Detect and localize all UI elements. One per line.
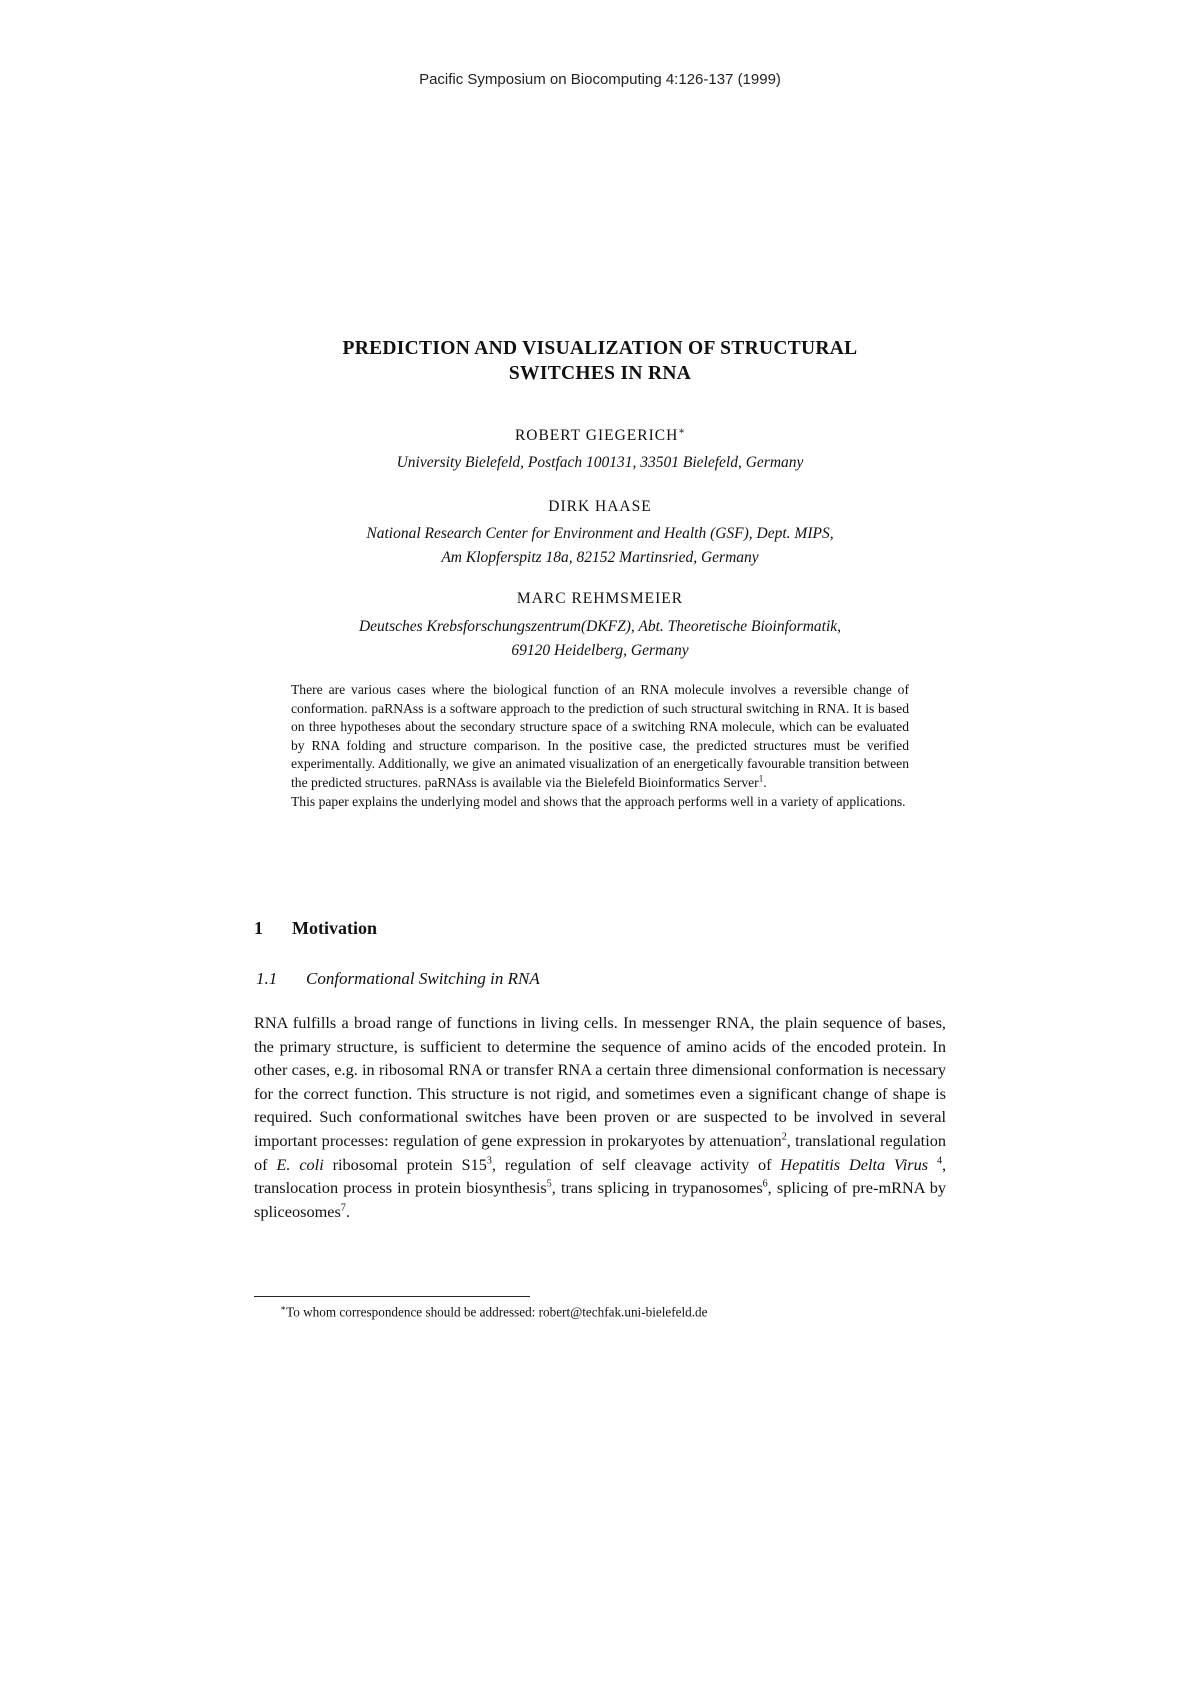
- subsection-number: 1.1: [256, 969, 278, 988]
- citation: 5: [546, 1178, 552, 1190]
- footnote-text: To whom correspondence should be addressed: robert@techfak.uni-bielefeld.de: [286, 1304, 708, 1320]
- citation: 2: [781, 1131, 787, 1143]
- subsection-title: Conformational Switching in RNA: [306, 969, 540, 988]
- author-name: ROBERT GIEGERICH∗: [514, 426, 686, 445]
- author-name: MARC REHMSMEIER: [516, 590, 684, 607]
- paper-title: [250, 336, 950, 386]
- author-affiliation: University Bielefeld, Postfach 100131, 33501 Bielefeld, Germany: [396, 454, 804, 471]
- author-affiliation: National Research Center for Environment and Health (GSF), Dept. MIPS, Am Klopferspitz 18a, 82152 Martinsried, Germany: [366, 525, 834, 566]
- abstract-paragraph: There are various cases where the biological function of an RNA molecule involves a reversible change of conformation. paRNAss is a software approach to the prediction of such structural switching in RNA. It is based on three hypotheses about the secondary structure space of a switching RNA molecule, which can be evaluated by RNA folding and structure comparison. In the positive case, the predicted structures must be verified experimentally. Additionally, we give an animated visualization of an energetically favourable transition between the predicted structures. paRNAss is available via the Bielefeld Bioinformatics Server$^1$.: [291, 682, 909, 790]
- section-title: Motivation: [292, 918, 377, 938]
- citation: 7: [340, 1202, 346, 1214]
- citation: 6: [762, 1178, 768, 1190]
- title-line-1: PREDICTION AND VISUALIZATION OF STRUCTURAL: [342, 338, 858, 359]
- abstract-paragraph: This paper explains the underlying model and shows that the approach performs well in a variety of applications.: [291, 793, 906, 809]
- abstract: [291, 681, 909, 811]
- body-paragraph: RNA fulfills a broad range of functions in living cells. In messenger RNA, the plain sequence of bases, the primary structure, is sufficient to determine the sequence of amino acids of the encoded protein. In other cases, e.g. in ribosomal RNA or transfer RNA a certain three dimensional conformation is necessary for the correct function. This structure is not rigid, and sometimes even a significant change of shape is required. Such conformational switches have been proven or are suspected to be involved in several important processes: regulation of gene expression in prokaryotes by attenuation$^2$, translational regulation of E. coli ribosomal protein $S15^3$, regulation of self cleavage activity of Hepatitis Delta Virus $^4$, translocation process in protein biosynthesis$^5$, trans splicing in trypanosomes$^6$, splicing of pre-mRNA by spliceosomes$^7$.: [254, 1013, 947, 1221]
- author-name: DIRK HAASE: [548, 498, 652, 515]
- running-header: Pacific Symposium on Biocomputing 4:126-137 (1999): [419, 71, 781, 88]
- author-footnote-mark: ∗: [678, 426, 686, 437]
- title-line-2: SWITCHES IN RNA: [508, 363, 692, 384]
- footnote-divider: [254, 1296, 530, 1297]
- subsection-heading: [256, 969, 540, 989]
- virus-name: Hepatitis Delta Virus: [780, 1154, 929, 1174]
- footnote-ref: 1: [758, 773, 764, 784]
- organism-name: E. coli: [276, 1154, 324, 1174]
- section-number: 1: [254, 918, 263, 938]
- footnote: [280, 1303, 707, 1320]
- section-heading: [254, 918, 377, 939]
- author-affiliation: Deutsches Krebsforschungszentrum(DKFZ), Abt. Theoretische Bioinformatik, 69120 Heidelberg, Germany: [358, 618, 842, 659]
- footnote-mark: ∗: [280, 1303, 287, 1313]
- citation: 4: [936, 1155, 942, 1167]
- citation: 3: [486, 1155, 492, 1167]
